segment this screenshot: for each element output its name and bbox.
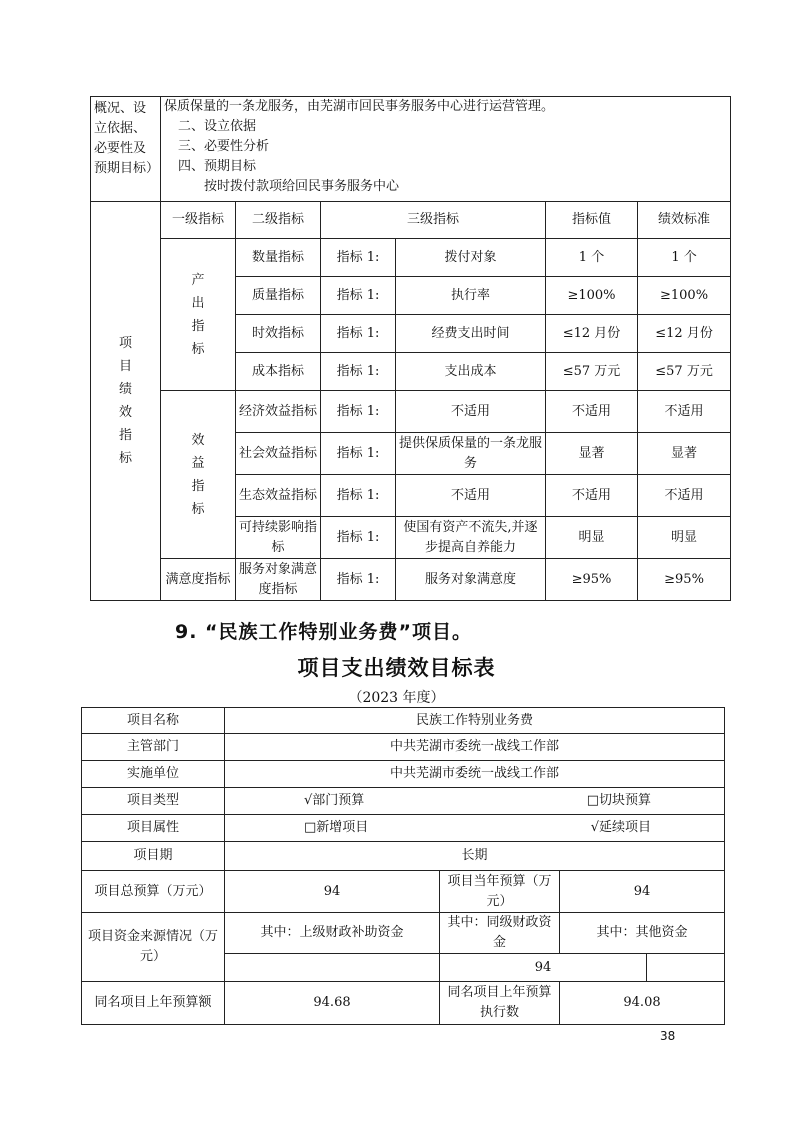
- overview-label: 概况、设立依据、必要性及预期目标）: [91, 97, 161, 202]
- indicator-index: 指标 1:: [321, 277, 396, 315]
- indicator-standard: ≥95%: [638, 559, 731, 601]
- page-number: 38: [660, 1029, 676, 1043]
- prev-budget-value: 94.68: [225, 982, 440, 1025]
- indicator-value: 明显: [546, 517, 638, 559]
- indicator-name: 不适用: [396, 391, 546, 433]
- benefit-indicator-label: 效 益 指 标: [161, 391, 236, 559]
- type-label: 项目类型: [82, 788, 225, 815]
- indicator-name: 服务对象满意度: [396, 559, 546, 601]
- indicator-index: 指标 1:: [321, 391, 396, 433]
- type-options: [225, 788, 725, 815]
- table-year: （2023 年度）: [348, 690, 445, 706]
- indicator-standard: 不适用: [638, 475, 731, 517]
- unit-value: 中共芜湖市委统一战线工作部: [225, 761, 725, 788]
- attr-label: 项目属性: [82, 815, 225, 842]
- overview-line: 四、预期目标: [178, 159, 257, 174]
- indicator-value: ≤57 万元: [546, 353, 638, 391]
- total-budget-value: 94: [225, 871, 440, 913]
- level2-cell: 成本指标: [236, 353, 321, 391]
- indicator-index: 指标 1:: [321, 315, 396, 353]
- perf-indicator-label: 项 目 绩 效 指 标: [91, 202, 161, 601]
- output-indicator-label: 产 出 指 标: [161, 239, 236, 391]
- overview-line: 三、必要性分析: [178, 139, 270, 154]
- dept-label: 主管部门: [82, 734, 225, 761]
- overview-line: 按时拨付款项给回民事务服务中心: [204, 179, 400, 194]
- level2-cell: 社会效益指标: [236, 433, 321, 475]
- indicator-standard: ≤12 月份: [638, 315, 731, 353]
- fund-source-value: [225, 954, 440, 982]
- performance-indicator-table: [90, 96, 731, 601]
- indicator-index: 指标 1:: [321, 353, 396, 391]
- indicator-value: ≥100%: [546, 277, 638, 315]
- project-name-value: 民族工作特别业务费: [225, 708, 725, 734]
- indicator-standard: 显著: [638, 433, 731, 475]
- indicator-standard: 不适用: [638, 391, 731, 433]
- level2-cell: 质量指标: [236, 277, 321, 315]
- indicator-standard: ≥100%: [638, 277, 731, 315]
- period-label: 项目期: [82, 842, 225, 871]
- header-standard: 绩效标准: [638, 202, 731, 239]
- indicator-index: 指标 1:: [321, 517, 396, 559]
- indicator-name: 拨付对象: [396, 239, 546, 277]
- indicator-standard: ≤57 万元: [638, 353, 731, 391]
- header-level3: 三级指标: [321, 202, 546, 239]
- indicator-value: ≥95%: [546, 559, 638, 601]
- attr-options: [225, 815, 725, 842]
- year-budget-label: 项目当年预算（万元）: [440, 871, 560, 913]
- unit-label: 实施单位: [82, 761, 225, 788]
- indicator-value: 不适用: [546, 475, 638, 517]
- level2-cell: 服务对象满意度指标: [236, 559, 321, 601]
- indicator-name: 支出成本: [396, 353, 546, 391]
- dept-value: 中共芜湖市委统一战线工作部: [225, 734, 725, 761]
- period-value: 长期: [225, 842, 725, 871]
- fund-source-header: 其中：同级财政资金: [440, 913, 560, 954]
- section-heading: 9. “民族工作特别业务费”项目。: [175, 621, 473, 643]
- indicator-index: 指标 1:: [321, 559, 396, 601]
- level2-cell: 生态效益指标: [236, 475, 321, 517]
- overview-content: [161, 97, 731, 202]
- indicator-name: 使国有资产不流失,并逐步提高自养能力: [396, 517, 546, 559]
- project-budget-table: [81, 707, 725, 1025]
- attr-option-continued: √延续项目: [590, 820, 652, 835]
- level2-cell: 时效指标: [236, 315, 321, 353]
- prev-exec-label: 同名项目上年预算执行数: [440, 982, 560, 1025]
- indicator-value: 1 个: [546, 239, 638, 277]
- indicator-index: 指标 1:: [321, 475, 396, 517]
- overview-line: 保质保量的一条龙服务，由芜湖市回民事务服务中心进行运营管理。: [164, 99, 555, 114]
- indicator-name: 提供保质保量的一条龙服务: [396, 433, 546, 475]
- fund-source-header: 其中：其他资金: [560, 913, 725, 954]
- total-budget-label: 项目总预算（万元）: [82, 871, 225, 913]
- indicator-value: 显著: [546, 433, 638, 475]
- year-budget-value: 94: [560, 871, 725, 913]
- fund-source-label: 项目资金来源情况（万元）: [82, 913, 225, 982]
- indicator-name: 不适用: [396, 475, 546, 517]
- indicator-standard: 1 个: [638, 239, 731, 277]
- indicator-index: 指标 1:: [321, 239, 396, 277]
- prev-exec-value: 94.08: [560, 982, 725, 1025]
- attr-option-new: □新增项目: [304, 820, 369, 835]
- indicator-value: 不适用: [546, 391, 638, 433]
- type-option-block-budget: □切块预算: [586, 793, 652, 808]
- table-title: 项目支出绩效目标表: [297, 656, 496, 680]
- type-option-dept-budget: √部门预算: [304, 793, 365, 808]
- level2-cell: 可持续影响指标: [236, 517, 321, 559]
- satisfaction-l1: 满意度指标: [161, 559, 236, 601]
- level2-cell: 数量指标: [236, 239, 321, 277]
- fund-source-value: 94: [440, 954, 647, 982]
- indicator-index: 指标 1:: [321, 433, 396, 475]
- header-level2: 二级指标: [236, 202, 321, 239]
- indicator-name: 经费支出时间: [396, 315, 546, 353]
- overview-line: 二、设立依据: [178, 119, 257, 134]
- project-name-label: 项目名称: [82, 708, 225, 734]
- prev-budget-label: 同名项目上年预算额: [82, 982, 225, 1025]
- indicator-standard: 明显: [638, 517, 731, 559]
- level2-cell: 经济效益指标: [236, 391, 321, 433]
- indicator-name: 执行率: [396, 277, 546, 315]
- fund-source-header: 其中：上级财政补助资金: [225, 913, 440, 954]
- header-level1: 一级指标: [161, 202, 236, 239]
- header-value: 指标值: [546, 202, 638, 239]
- fund-source-value: [647, 954, 725, 982]
- indicator-value: ≤12 月份: [546, 315, 638, 353]
